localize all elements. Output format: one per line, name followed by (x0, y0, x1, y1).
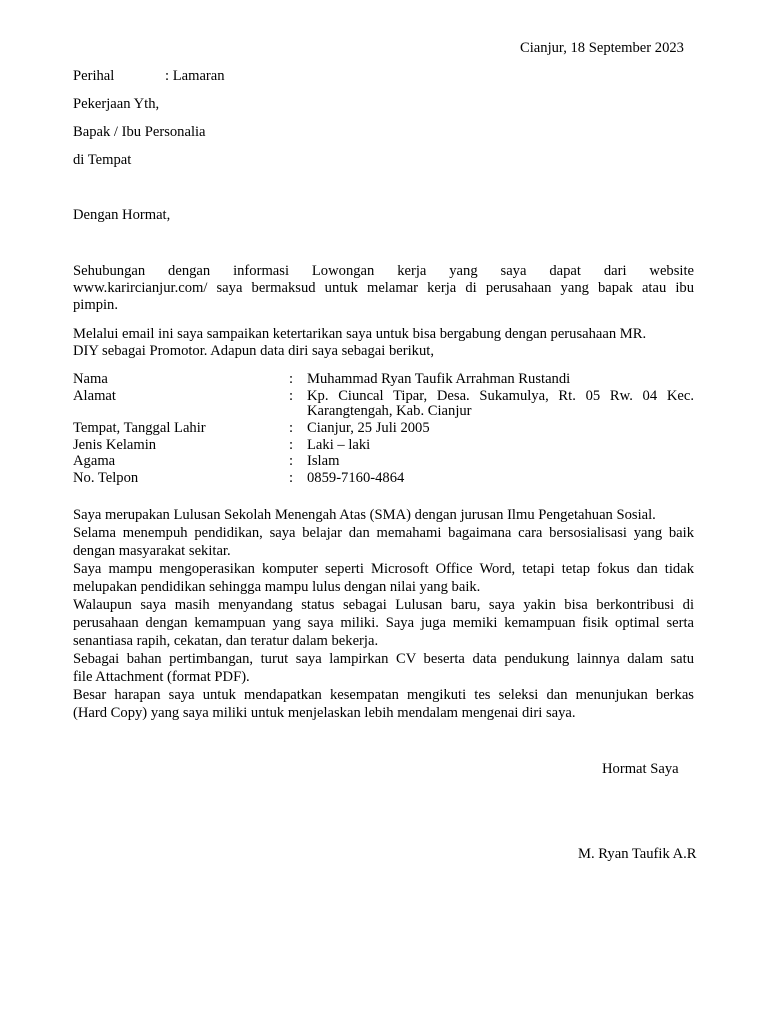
intro-line: pimpin. (73, 297, 118, 313)
body-line: dengan masyarakat sekitar. (73, 543, 231, 559)
info-label: Agama (73, 453, 116, 469)
recipient-line-1: Pekerjaan Yth, (73, 96, 160, 112)
info-label: No. Telpon (73, 470, 139, 486)
body-paragraphs (73, 506, 694, 722)
intro-paragraph (73, 263, 694, 314)
info-value: Islam (307, 453, 340, 469)
info-colon: : (289, 371, 294, 387)
perihal-label: Perihal (73, 68, 115, 84)
body-line: perusahaan dengan kemampuan yang saya miliki. Saya juga memiki kemampuan fisik optimal serta (73, 615, 694, 631)
info-value: Muhammad Ryan Taufik Arrahman Rustandi (307, 371, 571, 387)
info-value: Karangtengah, Kab. Cianjur (307, 403, 472, 419)
recipient-line-2: Bapak / Ibu Personalia (73, 124, 206, 140)
body-line: Selama menempuh pendidikan, saya belajar dan memahami bagaimana cara bersosialisasi yang baik (73, 525, 694, 541)
info-colon: : (289, 437, 294, 453)
body-line: senantiasa rapih, cekatan, dan teratur dalam bekerja. (73, 633, 379, 649)
email-line: Melalui email ini saya sampaikan ketertarikan saya untuk bisa bergabung dengan perusahaan MR. (73, 326, 647, 342)
info-row-alamat-cont (73, 403, 694, 420)
signature-name: M. Ryan Taufik A.R (578, 846, 697, 862)
info-row-agama (73, 453, 694, 470)
perihal-value: : Lamaran (165, 68, 225, 84)
info-colon: : (289, 470, 294, 486)
body-line: Walaupun saya masih menyandang status sebagai Lulusan baru, saya yakin bisa berkontribusi di (73, 597, 694, 613)
body-line: melupakan pendidikan sehingga mampu lulus dengan nilai yang baik. (73, 579, 481, 595)
body-line: Besar harapan saya untuk mendapatkan kesempatan mengikuti tes seleksi dan menunjukan berkas (73, 687, 694, 703)
closing: Hormat Saya (602, 761, 679, 777)
body-line: Saya mampu mengoperasikan komputer seperti Microsoft Office Word, tetapi tetap fokus dan tidak (73, 561, 694, 577)
email-line: DIY sebagai Promotor. Adapun data diri saya sebagai berikut, (73, 343, 434, 359)
salutation: Dengan Hormat, (73, 207, 171, 223)
body-line: Saya merupakan Lulusan Sekolah Menengah Atas (SMA) dengan jurusan Ilmu Pengetahuan Sosial. (73, 507, 656, 523)
info-label: Alamat (73, 388, 116, 404)
intro-line: www.karircianjur.com/ saya bermaksud untuk melamar kerja di perusahaan yang bapak atau ibu (73, 280, 694, 296)
info-label: Jenis Kelamin (73, 437, 157, 453)
info-colon: : (289, 388, 294, 404)
email-paragraph (73, 326, 694, 360)
info-value: 0859-7160-4864 (307, 470, 405, 486)
intro-line: Sehubungan dengan informasi Lowongan kerja yang saya dapat dari website (73, 263, 694, 279)
info-row-ttl (73, 420, 694, 437)
body-line: file Attachment (format PDF). (73, 669, 250, 685)
info-colon: : (289, 453, 294, 469)
body-line: (Hard Copy) yang saya miliki untuk menjelaskan lebih mendalam mengenai diri saya. (73, 705, 576, 721)
body-line: Sebagai bahan pertimbangan, turut saya lampirkan CV beserta data pendukung lainnya dalam satu (73, 651, 694, 667)
recipient-line-3: di Tempat (73, 152, 132, 168)
info-colon: : (289, 420, 294, 436)
info-value: Cianjur, 25 Juli 2005 (307, 420, 430, 436)
info-value: Laki – laki (307, 437, 371, 453)
info-label: Tempat, Tanggal Lahir (73, 420, 206, 436)
info-row-jenis-kelamin (73, 437, 694, 454)
info-label: Nama (73, 371, 108, 387)
info-value: Kp. Ciuncal Tipar, Desa. Sukamulya, Rt. 05 Rw. 04 Kec. (307, 388, 694, 404)
letter-date: Cianjur, 18 September 2023 (520, 40, 684, 56)
info-row-nama (73, 371, 694, 388)
info-row-telpon (73, 470, 694, 487)
